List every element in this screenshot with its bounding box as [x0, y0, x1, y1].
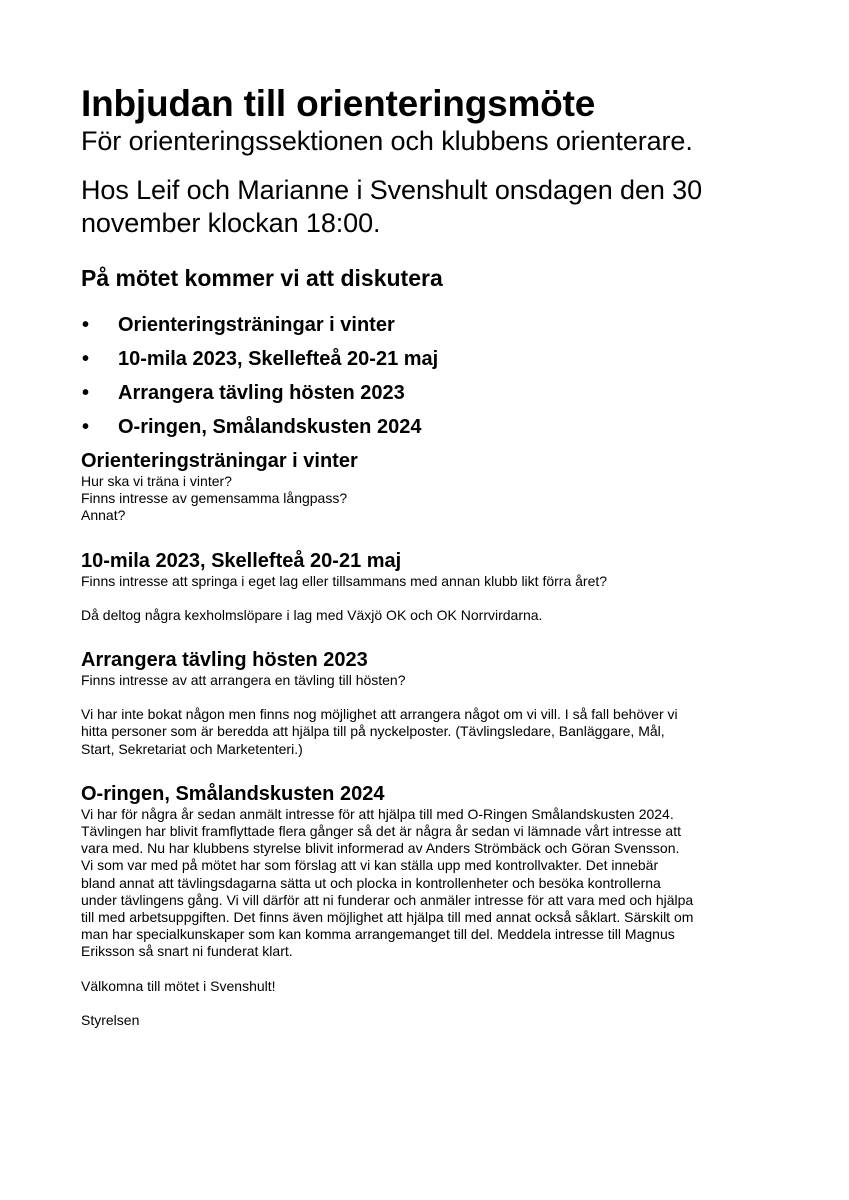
agenda-item-label: Orienteringsträningar i vinter	[118, 314, 395, 336]
agenda-heading: På mötet kommer vi att diskutera	[81, 265, 443, 291]
agenda-item-label: Arrangera tävling hösten 2023	[118, 382, 405, 404]
paragraph-line: Hur ska vi träna i vinter?	[81, 473, 232, 489]
paragraph-line: bland annat att tävlingsdagarna sätta ut och plocka in kontrollenheter och besöka kontrollerna	[81, 874, 661, 891]
section-heading: Arrangera tävling hösten 2023	[81, 649, 368, 672]
agenda-item	[81, 381, 781, 405]
agenda-item	[81, 347, 781, 371]
paragraph-line: under tävlingens gång. Vi vill därför att ni funderar och anmäler intresse för att vara med och hjälpa	[81, 891, 694, 908]
paragraph-line: till med arbetsuppgiften. Det finns även möjlighet att hjälpa till med annat också såklart. Särskilt om	[81, 909, 694, 926]
paragraph-line: hitta personer som är beredda att hjälpa till på nyckelposter. (Tävlingsledare, Banläggare, Mål,	[81, 723, 665, 740]
paragraph-line: Eriksson så snart ni funderat klart.	[81, 943, 293, 960]
closing-line: Välkomna till mötet i Svenshult!	[81, 977, 276, 994]
agenda-item	[81, 415, 781, 439]
bullet-icon: •	[82, 348, 90, 370]
paragraph-line: Då deltog några kexholmslöpare i lag med Växjö OK och OK Norrvirdarna.	[81, 606, 543, 623]
document-subtitle: För orienteringssektionen och klubbens orienterare.	[81, 126, 693, 156]
document-page	[81, 83, 781, 1029]
bullet-icon: •	[82, 314, 90, 336]
agenda-item	[81, 313, 781, 337]
paragraph-line: Finns intresse av gemensamma långpass?	[81, 490, 348, 507]
section-heading: Orienteringsträningar i vinter	[81, 450, 358, 472]
paragraph-line: Annat?	[81, 507, 126, 524]
paragraph-line: Vi som var med på mötet har som förslag att vi kan ställa upp med kontrollvakter. Det innebär	[81, 857, 659, 874]
paragraph-line: Vi har för några år sedan anmält intresse för att hjälpa till med O-Ringen Smålandskusten 2024.	[81, 805, 674, 822]
paragraph-line: Finns intresse av att arrangera en tävling till hösten?	[81, 672, 406, 689]
section-10-mila	[81, 549, 781, 624]
paragraph-line: Start, Sekretariat och Marketenteri.)	[81, 740, 303, 757]
paragraph-line: Finns intresse att springa i eget lag eller tillsammans med annan klubb likt förra året?	[81, 572, 608, 589]
paragraph-line: Tävlingen har blivit framflyttade flera gånger så det är några år sedan vi lämnade vårt intresse att	[81, 823, 681, 840]
signature: Styrelsen	[81, 1011, 140, 1028]
section-heading: O-ringen, Smålandskusten 2024	[81, 782, 385, 805]
meeting-location: Hos Leif och Marianne i Svenshult onsdagen den 30 november klockan 18:00.	[81, 175, 703, 238]
paragraph-line: man har specialkunskaper som kan komma arrangemanget till del. Meddela intresse till Magnus	[81, 926, 675, 943]
section-arrange-competition	[81, 648, 781, 758]
agenda-item-label: O-ringen, Smålandskusten 2024	[118, 416, 422, 438]
bullet-icon: •	[82, 416, 90, 438]
agenda-list	[81, 313, 781, 439]
paragraph-line: Vi har inte bokat någon men finns nog möjlighet att arrangera något om vi vill. I så fall behöver vi	[81, 706, 678, 723]
section-heading: 10-mila 2023, Skellefteå 20-21 maj	[81, 549, 402, 572]
document-title: Inbjudan till orienteringsmöte	[81, 83, 596, 124]
section-o-ringen	[81, 782, 781, 1029]
paragraph-line: vara med. Nu har klubbens styrelse blivit informerad av Anders Strömbäck och Göran Svensson.	[81, 840, 680, 857]
section-winter-training	[81, 449, 781, 525]
bullet-icon: •	[82, 382, 90, 404]
agenda-item-label: 10-mila 2023, Skellefteå 20-21 maj	[118, 348, 439, 370]
